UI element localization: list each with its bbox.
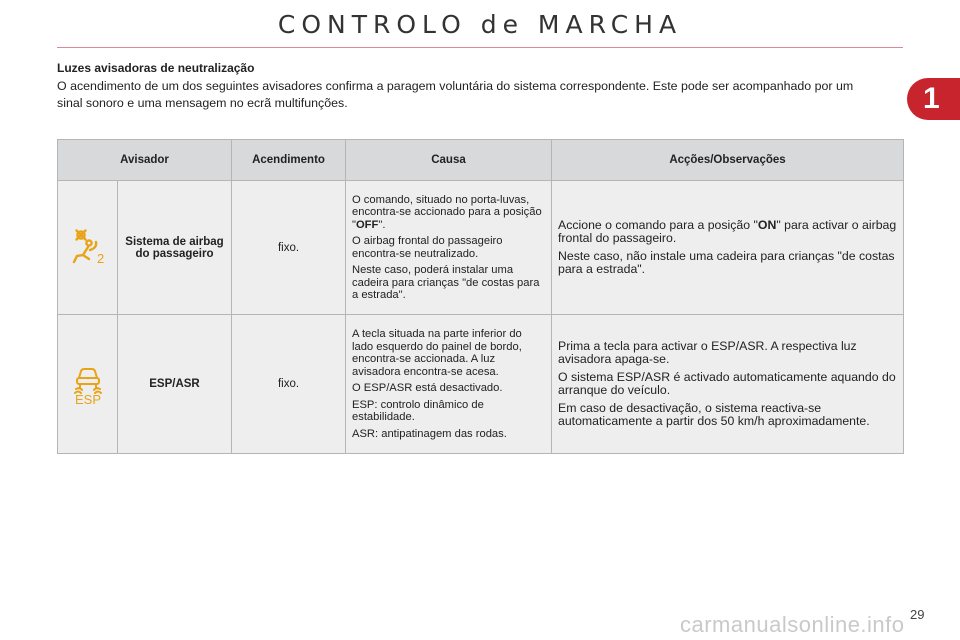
esp-icon-label: ESP — [74, 392, 101, 406]
warning-action — [552, 181, 904, 315]
cause-paragraph: O airbag frontal do passageiro encontra-se neutralizado. — [352, 235, 503, 260]
cause-paragraph: O ESP/ASR está desactivado. — [352, 382, 503, 394]
warning-cause — [346, 181, 552, 315]
cause-paragraph: ESP: controlo dinâmico de estabilidade. — [352, 398, 484, 423]
cause-text: O comando, situado no porta-luvas, encontra-se accionado para a posição " — [352, 193, 542, 231]
action-text: Accione o comando para a posição " — [558, 217, 758, 232]
warning-action — [552, 315, 904, 454]
warning-cause — [346, 315, 552, 454]
cause-paragraph: Neste caso, poderá instalar uma cadeira para crianças "de costas para a estrada". — [352, 264, 540, 301]
icon-cell — [58, 181, 118, 315]
page-number: 29 — [910, 607, 925, 622]
action-text: " para activar o airbag frontal do passageiro. — [558, 217, 897, 245]
section-title: Luzes avisadoras de neutralização — [57, 61, 255, 75]
cause-paragraph: ASR: antipatinagem das rodas. — [352, 427, 507, 440]
header-accoes: Acções/Observações — [552, 140, 904, 181]
table-row — [58, 181, 904, 315]
watermark: carmanualsonline.info — [680, 612, 905, 637]
header-acendimento: Acendimento — [232, 140, 346, 181]
section-intro: O acendimento de um dos seguintes avisadores confirma a paragem voluntária do sistema correspondente. Este pode ser acompanhado por um sinal sonoro e uma mensagem no ecrã multifunções. — [57, 79, 854, 110]
warning-lights-table — [57, 139, 904, 454]
warning-name: Sistema de airbag do passageiro — [118, 181, 232, 315]
table-header-row — [58, 140, 904, 181]
page-title: CONTROLO de MARCHA — [277, 10, 683, 39]
action-paragraph: Prima a tecla para activar o ESP/ASR. A respectiva luz avisadora apaga-se. — [558, 338, 857, 366]
warning-name: ESP/ASR — [118, 315, 232, 454]
action-paragraph — [558, 219, 897, 246]
action-paragraph: Neste caso, não instale uma cadeira para crianças "de costas para a estrada". — [558, 248, 895, 276]
esp-off-icon — [68, 362, 108, 406]
header-divider — [57, 47, 903, 48]
action-paragraph: O sistema ESP/ASR é activado automaticamente aquando do arranque do veículo. — [558, 369, 896, 397]
table-row — [58, 315, 904, 454]
chapter-badge: 1 — [907, 78, 960, 120]
warning-state: fixo. — [232, 181, 346, 315]
cause-bold-value: OFF — [355, 218, 379, 231]
cause-text: ". — [378, 218, 386, 231]
header-avisador: Avisador — [58, 140, 232, 181]
action-paragraph: Em caso de desactivação, o sistema reactiva-se automaticamente a partir dos 50 km/h aproximadamente. — [558, 400, 870, 428]
svg-text:2: 2 — [96, 250, 104, 266]
airbag-off-icon — [68, 228, 108, 268]
cause-paragraph — [352, 194, 545, 232]
header-causa: Causa — [346, 140, 552, 181]
warning-state: fixo. — [232, 315, 346, 454]
cause-paragraph: A tecla situada na parte inferior do lado esquerdo do painel de bordo, encontra-se accionada. A luz avisadora encontra-se acesa. — [352, 328, 522, 378]
icon-cell — [58, 315, 118, 454]
action-bold-value: ON — [757, 217, 777, 232]
